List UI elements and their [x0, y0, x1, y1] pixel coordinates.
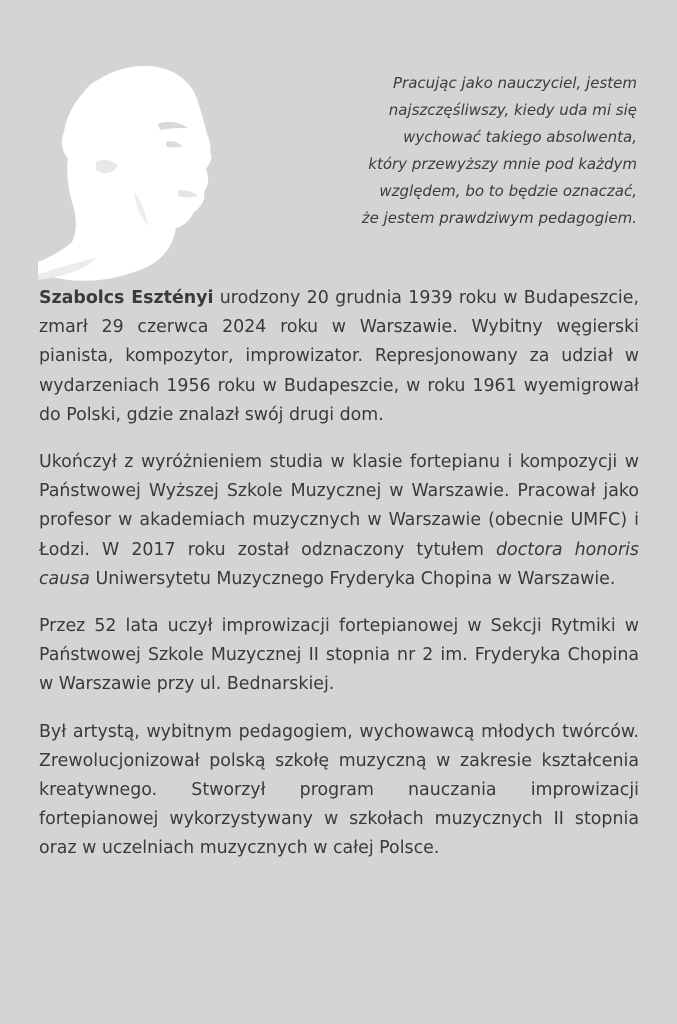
quote-line: Pracując jako nauczyciel, jestem [392, 74, 637, 92]
bio-paragraph-2-text-before: Ukończył z wyróżnieniem studia w klasie fortepianu i kompozycji w Państwowej Wyższej Szkole Muzycznej w Warszawie. Pracował jako profesor w akademiach muzycznych w Warszawie (obecnie UMFC) i Łodzi. W 2017 roku został odznaczony tytułem [39, 452, 639, 560]
portrait-image [38, 62, 248, 282]
quote-line: wychować takiego absolwenta, [403, 128, 637, 146]
bio-paragraph-2 [39, 448, 639, 594]
bio-paragraph-4: Był artystą, wybitnym pedagogiem, wychowawcą młodych twórców. Zrewolucjonizował polską szkołę muzyczną w zakresie kształcenia kreatywnego. Stworzył program nauczania improwizacji fortepianowej wykorzystywany w szkołach muzycznych II stopnia oraz w uczelniach muzycznych w całej Polsce. [39, 721, 639, 859]
person-name: Szabolcs Esztényi [39, 288, 214, 308]
quote-line: względem, bo to będzie oznaczać, [379, 182, 637, 200]
bio-paragraph-3: Przez 52 lata uczył improwizacji fortepianowej w Sekcji Rytmiki w Państwowej Szkole Muzycznej II stopnia nr 2 im. Fryderyka Chopina w Warszawie przy ul. Bednarskiej. [39, 616, 639, 695]
biography [39, 284, 639, 882]
bio-paragraph-2-text-after: Uniwersytetu Muzycznego Fryderyka Chopina w Warszawie. [89, 568, 616, 589]
bio-paragraph-1 [39, 284, 639, 430]
honorary-title: doctora honoris causa [39, 539, 639, 589]
quote-line: że jestem prawdziwym pedagogiem. [361, 209, 637, 227]
quote-line: najszczęśliwszy, kiedy uda mi się [388, 101, 637, 119]
quote-block [317, 70, 637, 232]
quote-line: który przewyższy mnie pod każdym [368, 155, 637, 173]
bio-paragraph-1-text: urodzony 20 grudnia 1939 roku w Budapeszcie, zmarł 29 czerwca 2024 roku w Warszawie. Wybitny węgierski pianista, kompozytor, improwizator. Represjonowany za udział w wydarzeniach 1956 roku w Budapeszcie, w roku 1961 wyemigrował do Polski, gdzie znalazł swój drugi dom. [39, 288, 639, 425]
